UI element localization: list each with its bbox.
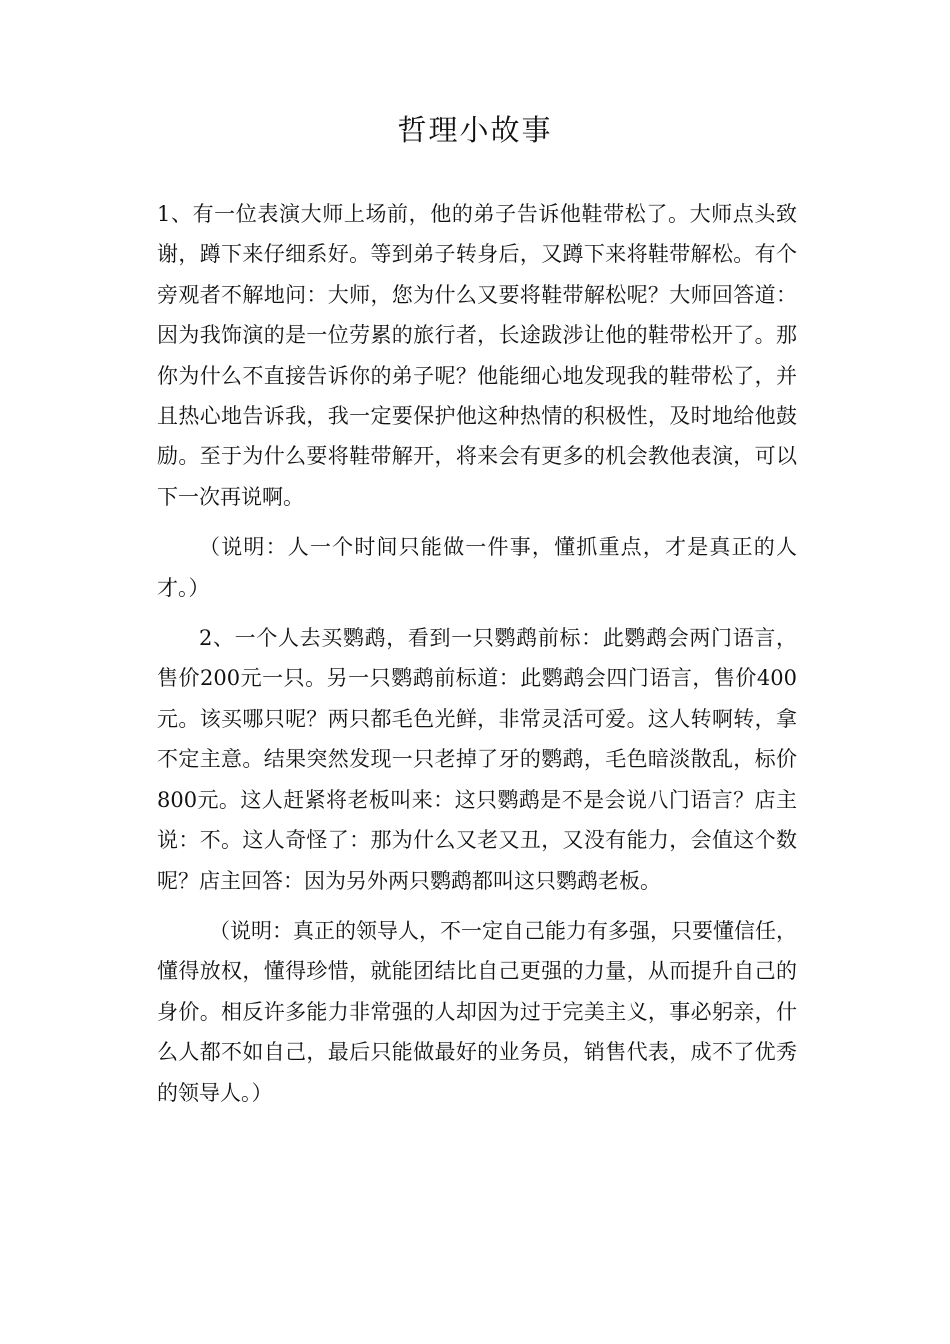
story-1-note: （说明：人一个时间只能做一件事，懂抓重点，才是真正的人才。） xyxy=(157,535,797,600)
story-2-note: （说明：真正的领导人，不一定自己能力有多强，只要懂信任，懂得放权，懂得珍惜，就能团结比自己更强的力量，从而提升自己的身价。相反许多能力非常强的人却因为过于完美主义，事必躬亲，什么人都不如自己，最后只能做最好的业务员，销售代表，成不了优秀的领导人。） xyxy=(157,918,797,1105)
document-title: 哲理小故事 xyxy=(397,113,553,147)
story-1-paragraph: 1、有一位表演大师上场前，他的弟子告诉他鞋带松了。大师点头致谢，蹲下来仔细系好。等到弟子转身后，又蹲下来将鞋带解松。有个旁观者不解地问：大师，您为什么又要将鞋带解松呢？大师回答道：因为我饰演的是一位劳累的旅行者，长途跋涉让他的鞋带松开了。那你为什么不直接告诉你的弟子呢？他能细心地发现我的鞋带松了，并且热心地告诉我，我一定要保护他这种热情的积极性，及时地给他鼓励。至于为什么要将鞋带解开，将来会有更多的机会教他表演，可以下一次再说啊。 xyxy=(157,202,797,509)
story-2-paragraph: 2、一个人去买鹦鹉，看到一只鹦鹉前标：此鹦鹉会两门语言，售价200元一只。另一只鹦鹉前标道：此鹦鹉会四门语言，售价400元。该买哪只呢？两只都毛色光鲜，非常灵活可爱。这人转啊转，拿不定主意。结果突然发现一只老掉了牙的鹦鹉，毛色暗淡散乱，标价800元。这人赶紧将老板叫来：这只鹦鹉是不是会说八门语言？店主说：不。这人奇怪了：那为什么又老又丑，又没有能力，会值这个数呢？店主回答：因为另外两只鹦鹉都叫这只鹦鹉老板。 xyxy=(157,626,797,893)
document-body xyxy=(157,194,797,1113)
